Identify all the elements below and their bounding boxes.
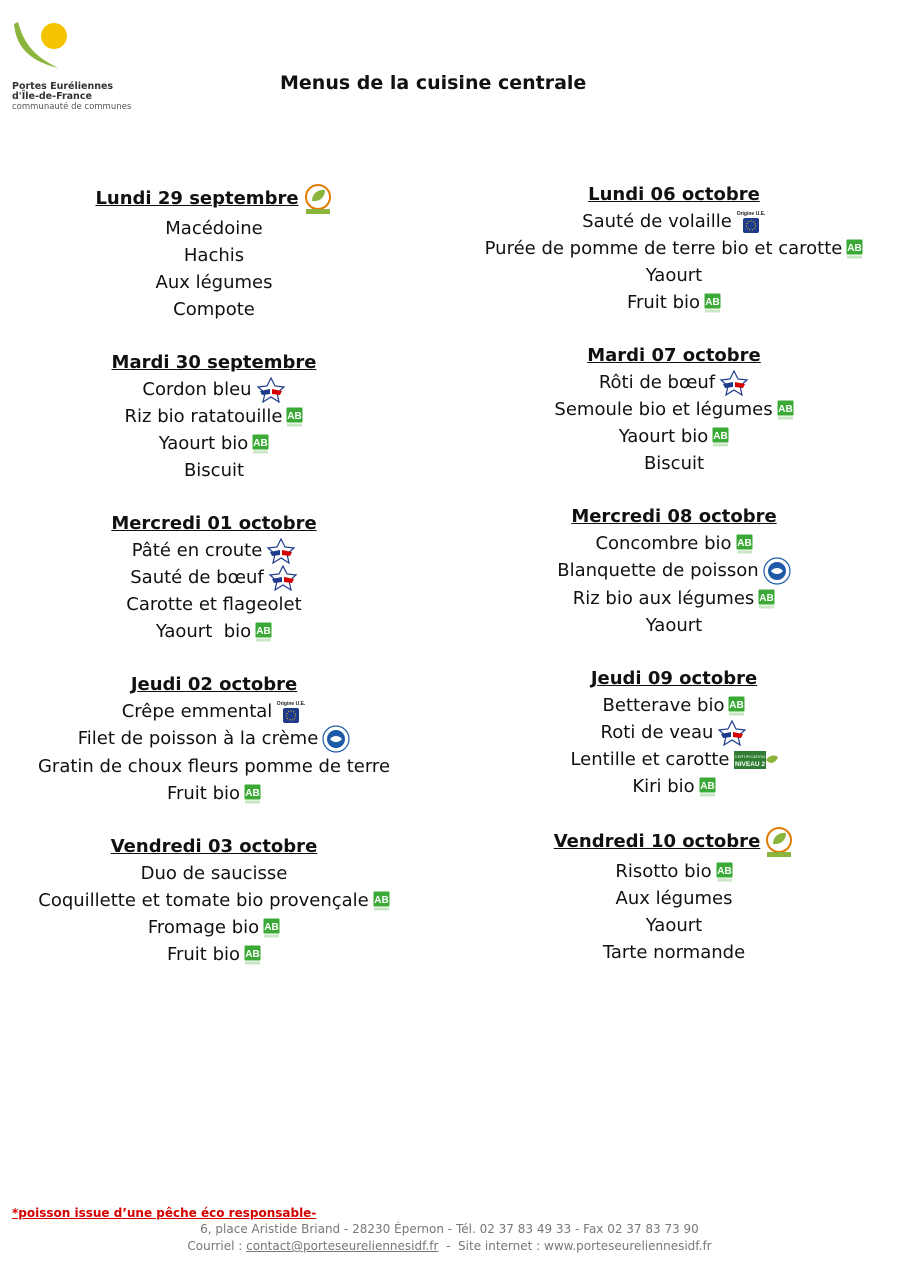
viande-france-icon bbox=[715, 372, 749, 393]
dish-item bbox=[474, 396, 874, 423]
day-heading bbox=[474, 181, 874, 208]
day-heading-text: Mercredi 08 octobre bbox=[571, 506, 777, 527]
day-menu bbox=[474, 342, 874, 477]
dish-name: Fromage bio bbox=[147, 917, 260, 938]
dish-item bbox=[14, 780, 414, 807]
dish-name: Fruit bio bbox=[626, 292, 701, 313]
dish-name: Cordon bleu bbox=[142, 379, 252, 400]
dish-item bbox=[474, 585, 874, 612]
ab-bio-icon bbox=[724, 695, 745, 716]
dish-item bbox=[474, 450, 874, 477]
dish-name: Riz bio aux légumes bbox=[572, 588, 755, 609]
ab-bio-icon bbox=[712, 861, 733, 882]
dish-item bbox=[14, 618, 414, 645]
dish-item bbox=[14, 860, 414, 887]
dish-item bbox=[474, 262, 874, 289]
dish-name: Concombre bio bbox=[595, 533, 732, 554]
dish-name: Crêpe emmental bbox=[121, 701, 273, 722]
dish-name: Gratin de choux fleurs pomme de terre bbox=[37, 756, 391, 777]
dish-name: Yaourt bbox=[645, 915, 703, 936]
day-heading-text: Vendredi 03 octobre bbox=[110, 836, 318, 857]
dish-name: Hachis bbox=[183, 245, 245, 266]
dish-item bbox=[14, 753, 414, 780]
day-heading bbox=[14, 671, 414, 698]
logo-name-line2: d'Île-de-France bbox=[12, 91, 92, 102]
origine-ue-icon bbox=[732, 211, 766, 232]
day-heading bbox=[14, 833, 414, 860]
svg-text:AB: AB bbox=[699, 781, 715, 792]
svg-text:AB: AB bbox=[705, 297, 720, 308]
menu-column-right bbox=[474, 181, 874, 992]
dish-item bbox=[474, 208, 874, 235]
day-menu bbox=[14, 183, 414, 323]
hve-niveau2-icon bbox=[730, 749, 778, 770]
svg-text:AB: AB bbox=[736, 538, 752, 549]
day-menu bbox=[14, 349, 414, 484]
ab-bio-icon bbox=[732, 533, 753, 554]
dish-name: Kiri bio bbox=[632, 776, 695, 797]
day-menu bbox=[14, 510, 414, 645]
dish-item bbox=[14, 403, 414, 430]
dish-name: Rôti de bœuf bbox=[598, 372, 716, 393]
dish-name: Carotte et flageolet bbox=[126, 594, 302, 615]
day-heading-text: Mercredi 01 octobre bbox=[111, 513, 317, 534]
ab-bio-icon bbox=[708, 426, 729, 447]
dish-name: Macédoine bbox=[165, 218, 263, 239]
msc-fish-icon bbox=[318, 728, 350, 749]
dish-name: Lentille et carotte bbox=[570, 749, 730, 770]
dish-item bbox=[474, 912, 874, 939]
ab-bio-icon bbox=[369, 890, 390, 911]
day-heading bbox=[474, 665, 874, 692]
dish-name: Biscuit bbox=[643, 453, 705, 474]
svg-text:AB: AB bbox=[245, 949, 260, 960]
dish-item bbox=[474, 939, 874, 966]
dish-name: Fruit bio bbox=[166, 783, 241, 804]
day-menu bbox=[474, 826, 874, 966]
day-heading bbox=[474, 342, 874, 369]
svg-text:AB: AB bbox=[253, 438, 269, 449]
ab-bio-icon bbox=[240, 944, 261, 965]
dish-name: Biscuit bbox=[183, 460, 245, 481]
day-heading bbox=[14, 510, 414, 537]
viande-france-icon bbox=[262, 540, 296, 561]
dish-name: Yaourt bio bbox=[155, 621, 252, 642]
svg-text:AB: AB bbox=[713, 431, 729, 442]
svg-text:AB: AB bbox=[716, 866, 732, 877]
dish-item bbox=[14, 242, 414, 269]
ab-bio-icon bbox=[695, 776, 716, 797]
ab-bio-icon bbox=[259, 917, 280, 938]
svg-text:AB: AB bbox=[287, 411, 303, 422]
day-heading-text: Jeudi 02 octobre bbox=[130, 674, 298, 695]
day-heading-text: Jeudi 09 octobre bbox=[590, 668, 758, 689]
footer-email-label: Courriel : bbox=[187, 1239, 247, 1253]
dish-name: Duo de saucisse bbox=[140, 863, 288, 884]
dish-name: Blanquette de poisson bbox=[557, 560, 759, 581]
dish-name: Pâté en croute bbox=[131, 540, 263, 561]
footer-address: 6, place Aristide Briand - 28230 Épernon - Tél. 02 37 83 49 33 - Fax 02 37 83 73 90 bbox=[200, 1222, 699, 1236]
day-heading-text: Vendredi 10 octobre bbox=[553, 831, 761, 852]
dish-name: Yaourt bio bbox=[618, 426, 709, 447]
day-heading-text: Mardi 07 octobre bbox=[587, 345, 761, 366]
dish-name: Sauté de volaille bbox=[582, 211, 732, 232]
dish-item bbox=[474, 423, 874, 450]
dish-name: Fruit bio bbox=[166, 944, 241, 965]
viande-france-icon bbox=[264, 567, 298, 588]
page-title: Menus de la cuisine centrale bbox=[280, 72, 587, 94]
footer-fish-note: *poisson issue d’une pêche éco responsable- bbox=[12, 1206, 317, 1220]
dish-name: Compote bbox=[173, 299, 255, 320]
day-menu bbox=[474, 665, 874, 800]
day-heading bbox=[474, 503, 874, 530]
dish-name: Sauté de bœuf bbox=[130, 567, 264, 588]
msc-fish-icon bbox=[759, 560, 791, 581]
viande-france-icon bbox=[252, 379, 286, 400]
ab-bio-icon bbox=[773, 399, 794, 420]
dish-name: Purée de pomme de terre bio et carotte bbox=[484, 238, 843, 259]
dish-name: Semoule bio et légumes bbox=[554, 399, 773, 420]
svg-text:AB: AB bbox=[777, 404, 793, 415]
dish-item bbox=[474, 530, 874, 557]
dish-item bbox=[474, 719, 874, 746]
ab-bio-icon bbox=[700, 292, 721, 313]
dish-item bbox=[14, 430, 414, 457]
dish-name: Yaourt bio bbox=[158, 433, 249, 454]
dish-item bbox=[474, 858, 874, 885]
dish-name: Yaourt bbox=[645, 265, 703, 286]
day-heading bbox=[474, 826, 874, 858]
dish-item bbox=[14, 537, 414, 564]
community-logo-text bbox=[12, 82, 131, 112]
dish-item bbox=[474, 773, 874, 800]
dish-name: Roti de veau bbox=[600, 722, 714, 743]
day-heading-text: Mardi 30 septembre bbox=[111, 352, 317, 373]
dish-item bbox=[14, 564, 414, 591]
origine-ue-icon bbox=[272, 701, 306, 722]
ab-bio-icon bbox=[842, 238, 863, 259]
eco-label-icon bbox=[760, 831, 794, 852]
dish-item bbox=[474, 235, 874, 262]
ab-bio-icon bbox=[248, 433, 269, 454]
dish-name: Riz bio ratatouille bbox=[124, 406, 283, 427]
dish-item bbox=[14, 914, 414, 941]
footer-email-link[interactable]: contact@porteseureliennesidf.fr bbox=[246, 1239, 439, 1253]
dish-item bbox=[14, 457, 414, 484]
dish-item bbox=[474, 289, 874, 316]
dish-item bbox=[14, 296, 414, 323]
dish-item bbox=[474, 746, 874, 773]
ab-bio-icon bbox=[251, 621, 272, 642]
eco-label-icon bbox=[299, 188, 333, 209]
dish-name: Risotto bio bbox=[615, 861, 712, 882]
dish-item bbox=[14, 269, 414, 296]
day-heading bbox=[14, 349, 414, 376]
dish-item bbox=[14, 725, 414, 753]
dish-item bbox=[14, 591, 414, 618]
svg-text:CERTIFICATION: CERTIFICATION bbox=[734, 754, 765, 759]
dish-item bbox=[14, 887, 414, 914]
dish-item bbox=[14, 941, 414, 968]
svg-text:Origine U.E.: Origine U.E. bbox=[276, 701, 306, 707]
dish-name: Tarte normande bbox=[602, 942, 746, 963]
svg-text:AB: AB bbox=[264, 922, 279, 933]
ab-bio-icon bbox=[282, 406, 303, 427]
ab-bio-icon bbox=[240, 783, 261, 804]
footer-site: - Site internet : www.porteseureliennesidf.fr bbox=[438, 1239, 712, 1253]
dish-name: Aux légumes bbox=[155, 272, 273, 293]
dish-item bbox=[14, 698, 414, 725]
svg-text:AB: AB bbox=[256, 626, 271, 637]
day-menu bbox=[474, 181, 874, 316]
dish-item bbox=[474, 885, 874, 912]
dish-item bbox=[14, 215, 414, 242]
svg-text:NIVEAU 2: NIVEAU 2 bbox=[734, 761, 765, 768]
svg-text:AB: AB bbox=[847, 243, 863, 254]
dish-item bbox=[474, 557, 874, 585]
day-heading-text: Lundi 29 septembre bbox=[95, 188, 299, 209]
day-heading bbox=[14, 183, 414, 215]
day-menu bbox=[14, 833, 414, 968]
footer-contact bbox=[0, 1239, 899, 1253]
menu-column-left bbox=[14, 183, 414, 994]
viande-france-icon bbox=[713, 722, 747, 743]
dish-name: Yaourt bbox=[645, 615, 703, 636]
logo-name-line1: Portes Euréliennes bbox=[12, 81, 114, 92]
day-menu bbox=[14, 671, 414, 807]
day-heading-text: Lundi 06 octobre bbox=[588, 184, 760, 205]
dish-name: Coquillette et tomate bio provençale bbox=[38, 890, 369, 911]
dish-name: Aux légumes bbox=[615, 888, 733, 909]
svg-text:Origine U.E.: Origine U.E. bbox=[736, 211, 766, 217]
dish-item bbox=[14, 376, 414, 403]
logo-subtitle: communauté de communes bbox=[12, 102, 132, 112]
svg-text:AB: AB bbox=[759, 593, 774, 604]
dish-item bbox=[474, 612, 874, 639]
svg-text:AB: AB bbox=[729, 700, 745, 711]
dish-item bbox=[474, 369, 874, 396]
svg-text:AB: AB bbox=[245, 788, 260, 799]
dish-name: Betterave bio bbox=[602, 695, 725, 716]
ab-bio-icon bbox=[754, 588, 775, 609]
dish-item bbox=[474, 692, 874, 719]
svg-text:AB: AB bbox=[374, 895, 389, 906]
dish-name: Filet de poisson à la crème bbox=[77, 728, 319, 749]
day-menu bbox=[474, 503, 874, 639]
